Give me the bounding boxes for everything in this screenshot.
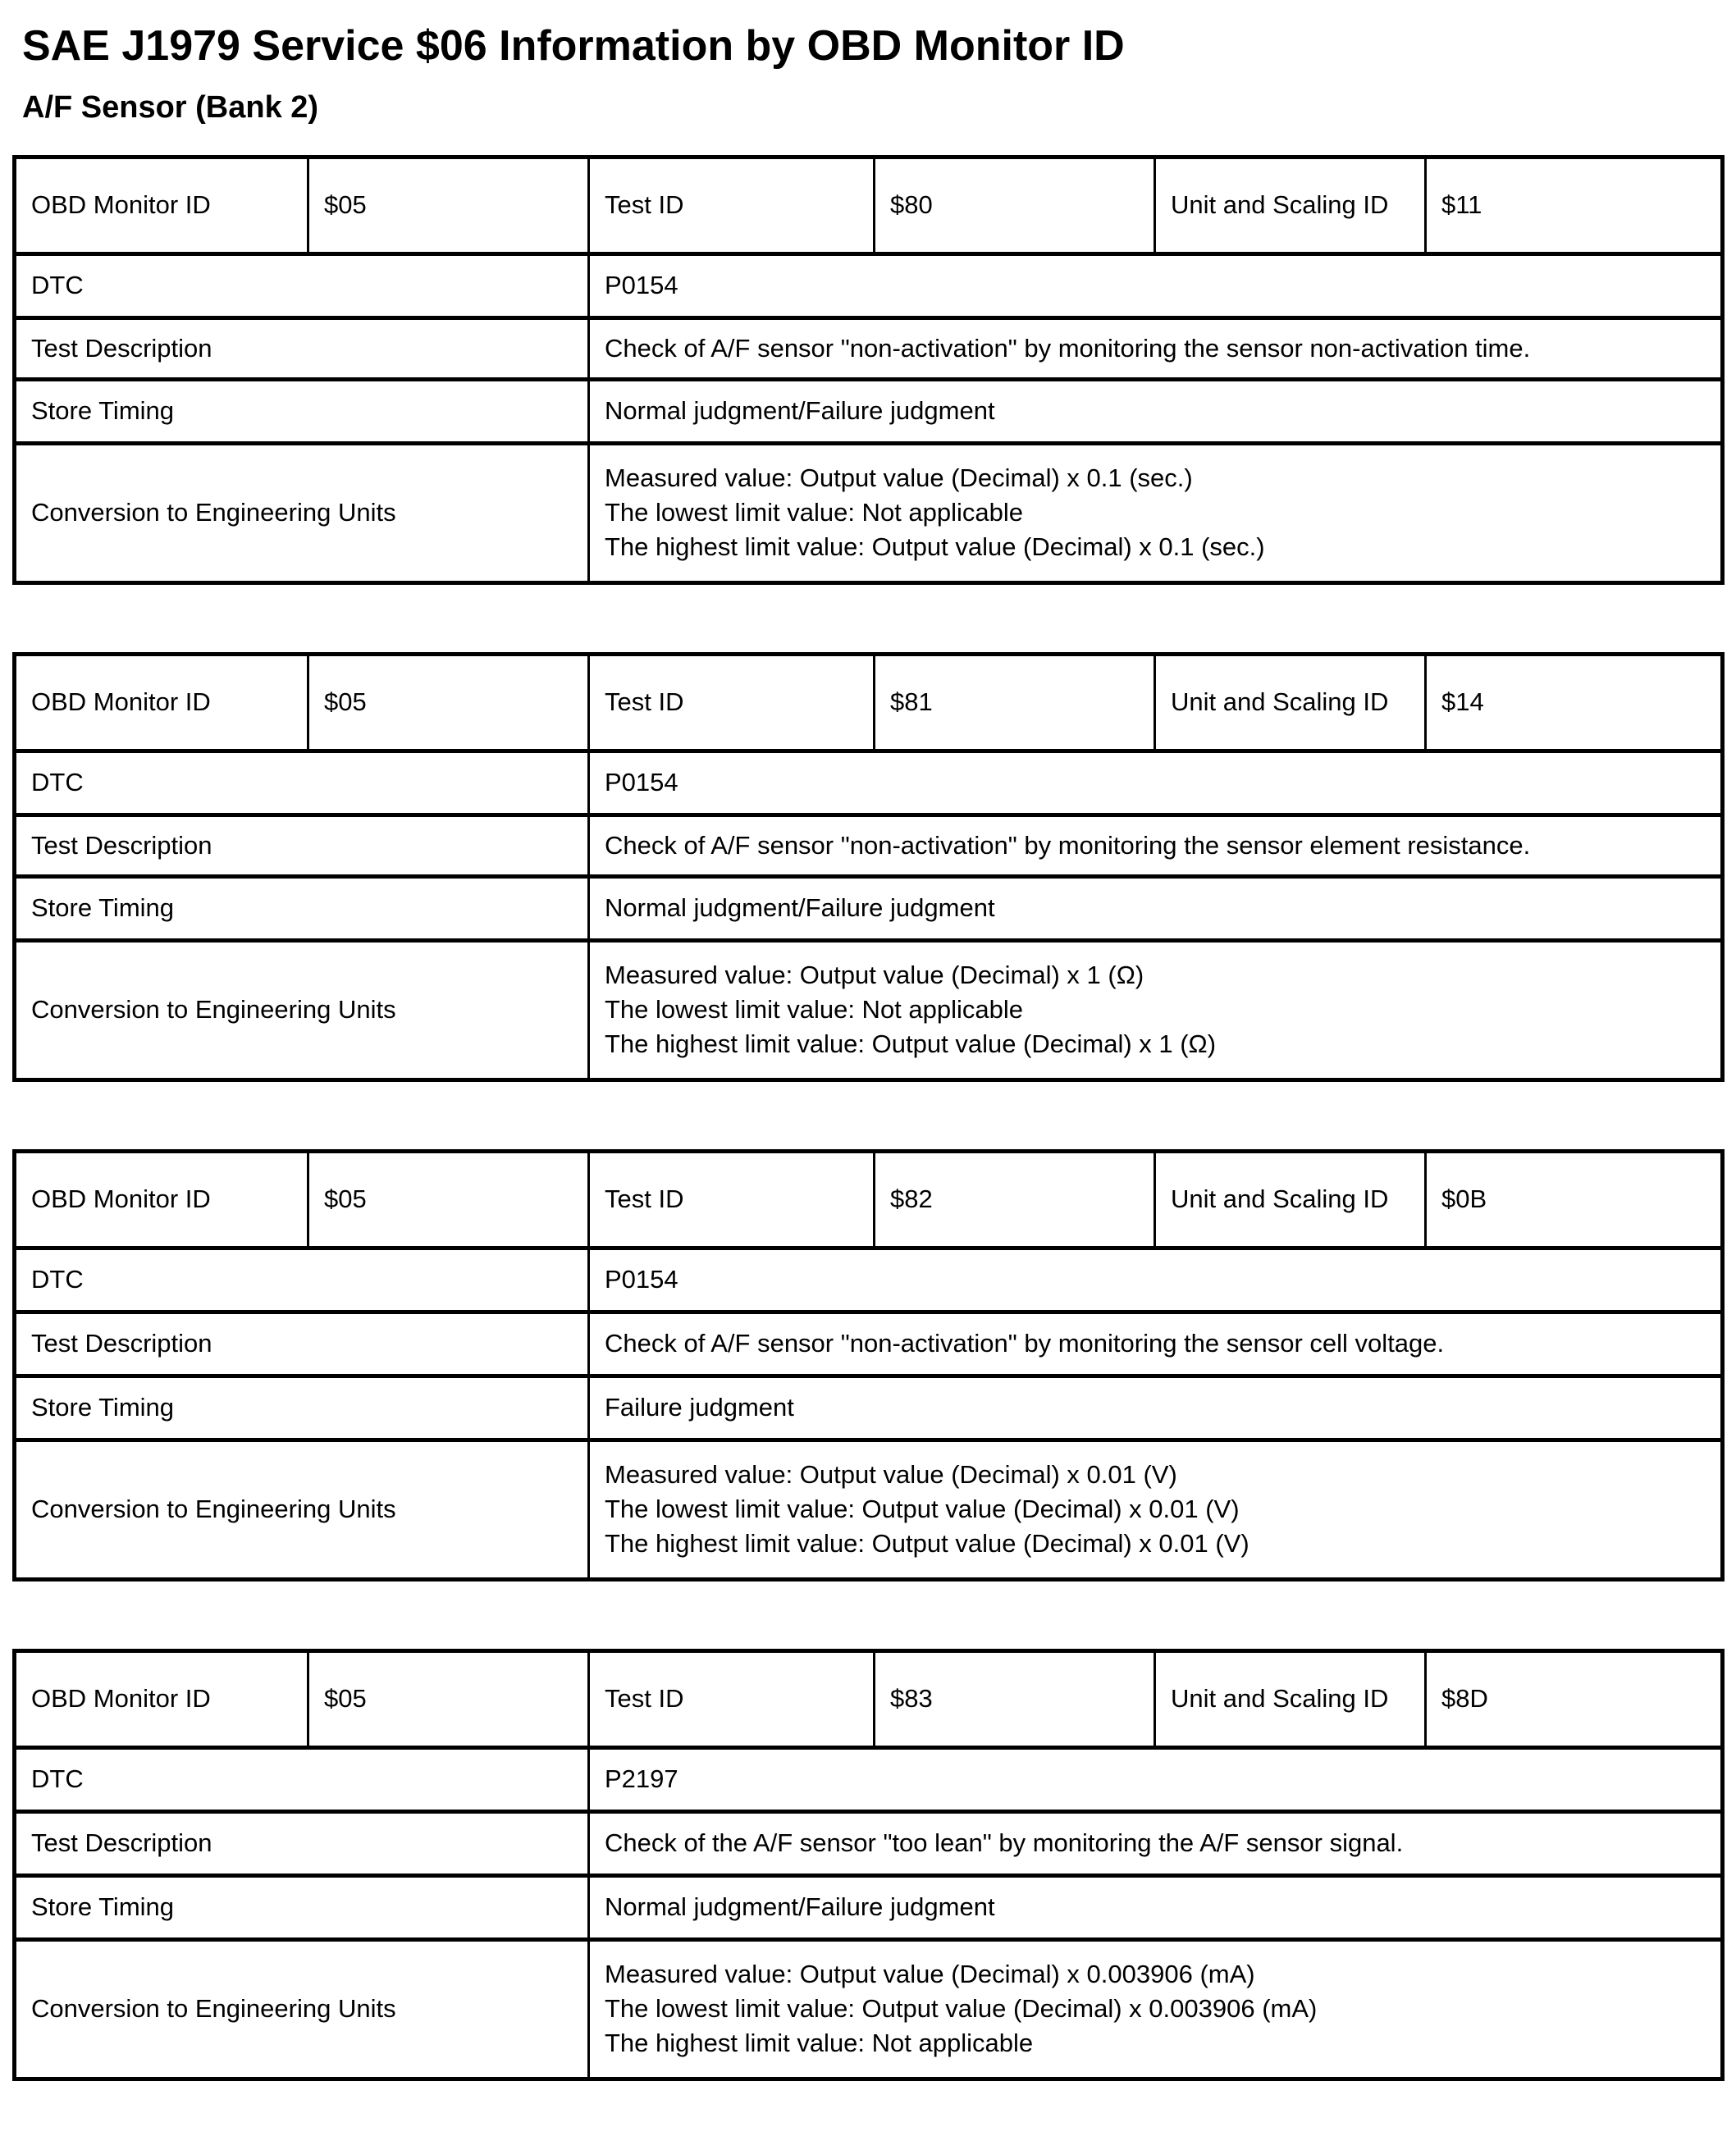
obd-monitor-table-3	[12, 1149, 1725, 1581]
conversion-lowest-limit: The lowest limit value: Output value (Decimal) x 0.01 (V)	[605, 1495, 1240, 1524]
table-row	[15, 1151, 1723, 1248]
store-timing-label: Store Timing	[15, 1875, 589, 1939]
conversion-label: Conversion to Engineering Units	[15, 1939, 589, 2079]
unit-scaling-id-value: $14	[1426, 654, 1723, 751]
unit-scaling-id-label: Unit and Scaling ID	[1155, 654, 1426, 751]
test-id-value: $80	[875, 157, 1155, 253]
unit-scaling-id-label: Unit and Scaling ID	[1155, 157, 1426, 253]
store-timing-label: Store Timing	[15, 379, 589, 443]
test-description-label: Test Description	[15, 815, 589, 876]
conversion-value	[589, 1440, 1723, 1579]
dtc-value: P0154	[589, 253, 1723, 317]
conversion-label: Conversion to Engineering Units	[15, 940, 589, 1079]
obd-monitor-id-label: OBD Monitor ID	[15, 1151, 308, 1248]
dtc-label: DTC	[15, 751, 589, 815]
table-row	[15, 1312, 1723, 1376]
table-row	[15, 940, 1723, 1079]
conversion-value	[589, 940, 1723, 1079]
unit-scaling-id-value: $0B	[1426, 1151, 1723, 1248]
test-description-text: Check of A/F sensor "non-activation" by monitoring the sensor cell voltage.	[605, 1329, 1445, 1358]
table-row	[15, 157, 1723, 253]
conversion-measured-value: Measured value: Output value (Decimal) x 0.003906 (mA)	[605, 1960, 1255, 1989]
obd-monitor-table-1	[12, 155, 1725, 585]
conversion-measured-value: Measured value: Output value (Decimal) x 0.01 (V)	[605, 1460, 1177, 1490]
dtc-label: DTC	[15, 1248, 589, 1312]
unit-scaling-id-value: $11	[1426, 157, 1723, 253]
conversion-highest-limit: The highest limit value: Output value (Decimal) x 1 (Ω)	[605, 1029, 1217, 1059]
test-description-label: Test Description	[15, 1811, 589, 1875]
conversion-value	[589, 443, 1723, 582]
conversion-lowest-limit: The lowest limit value: Not applicable	[605, 995, 1024, 1025]
store-timing-value: Normal judgment/Failure judgment	[589, 1875, 1723, 1939]
store-timing-value: Failure judgment	[589, 1376, 1723, 1440]
table-row	[15, 1248, 1723, 1312]
conversion-highest-limit: The highest limit value: Output value (Decimal) x 0.1 (sec.)	[605, 532, 1265, 562]
table-row	[15, 1939, 1723, 2079]
page-title: SAE J1979 Service $06 Information by OBD Monitor ID	[22, 22, 1125, 70]
obd-monitor-table-2	[12, 652, 1725, 1082]
test-description-label: Test Description	[15, 1312, 589, 1376]
table-row	[15, 751, 1723, 815]
dtc-label: DTC	[15, 253, 589, 317]
store-timing-label: Store Timing	[15, 876, 589, 940]
dtc-value: P0154	[589, 1248, 1723, 1312]
conversion-value	[589, 1939, 1723, 2079]
table-row	[15, 815, 1723, 876]
conversion-lowest-limit: The lowest limit value: Output value (Decimal) x 0.003906 (mA)	[605, 1994, 1318, 2024]
test-description-value	[589, 1811, 1723, 1875]
dtc-value: P2197	[589, 1747, 1723, 1811]
table-row	[15, 379, 1723, 443]
test-description-value	[589, 815, 1723, 876]
obd-monitor-id-label: OBD Monitor ID	[15, 654, 308, 751]
conversion-label: Conversion to Engineering Units	[15, 1440, 589, 1579]
obd-monitor-id-value: $05	[308, 654, 589, 751]
obd-monitor-id-value: $05	[308, 1650, 589, 1747]
table-row	[15, 654, 1723, 751]
unit-scaling-id-value: $8D	[1426, 1650, 1723, 1747]
conversion-label: Conversion to Engineering Units	[15, 443, 589, 582]
table-row	[15, 1376, 1723, 1440]
conversion-measured-value: Measured value: Output value (Decimal) x 0.1 (sec.)	[605, 463, 1193, 493]
test-id-value: $83	[875, 1650, 1155, 1747]
table-row	[15, 1440, 1723, 1579]
section-subtitle: A/F Sensor (Bank 2)	[22, 90, 319, 126]
conversion-highest-limit: The highest limit value: Not applicable	[605, 2029, 1034, 2058]
table-row	[15, 1747, 1723, 1811]
conversion-measured-value: Measured value: Output value (Decimal) x 1 (Ω)	[605, 961, 1144, 990]
obd-monitor-id-value: $05	[308, 1151, 589, 1248]
test-id-value: $81	[875, 654, 1155, 751]
test-description-label: Test Description	[15, 317, 589, 379]
conversion-highest-limit: The highest limit value: Output value (Decimal) x 0.01 (V)	[605, 1529, 1249, 1559]
store-timing-label: Store Timing	[15, 1376, 589, 1440]
test-id-value: $82	[875, 1151, 1155, 1248]
test-id-label: Test ID	[589, 1151, 875, 1248]
unit-scaling-id-label: Unit and Scaling ID	[1155, 1650, 1426, 1747]
test-description-value	[589, 1312, 1723, 1376]
obd-monitor-table-4	[12, 1649, 1725, 2081]
test-id-label: Test ID	[589, 654, 875, 751]
table-row	[15, 876, 1723, 940]
conversion-lowest-limit: The lowest limit value: Not applicable	[605, 498, 1024, 527]
test-id-label: Test ID	[589, 157, 875, 253]
test-description-value	[589, 317, 1723, 379]
test-description-text: Check of the A/F sensor "too lean" by monitoring the A/F sensor signal.	[605, 1828, 1404, 1858]
unit-scaling-id-label: Unit and Scaling ID	[1155, 1151, 1426, 1248]
table-row	[15, 253, 1723, 317]
table-row	[15, 1875, 1723, 1939]
table-row	[15, 317, 1723, 379]
table-row	[15, 1811, 1723, 1875]
store-timing-value: Normal judgment/Failure judgment	[589, 876, 1723, 940]
test-description-text: Check of A/F sensor "non-activation" by monitoring the sensor element resistance.	[605, 830, 1531, 860]
store-timing-value: Normal judgment/Failure judgment	[589, 379, 1723, 443]
table-row	[15, 1650, 1723, 1747]
obd-monitor-id-value: $05	[308, 157, 589, 253]
test-id-label: Test ID	[589, 1650, 875, 1747]
dtc-label: DTC	[15, 1747, 589, 1811]
obd-monitor-id-label: OBD Monitor ID	[15, 1650, 308, 1747]
obd-monitor-id-label: OBD Monitor ID	[15, 157, 308, 253]
dtc-value: P0154	[589, 751, 1723, 815]
test-description-text: Check of A/F sensor "non-activation" by monitoring the sensor non-activation time.	[605, 333, 1531, 363]
table-row	[15, 443, 1723, 582]
